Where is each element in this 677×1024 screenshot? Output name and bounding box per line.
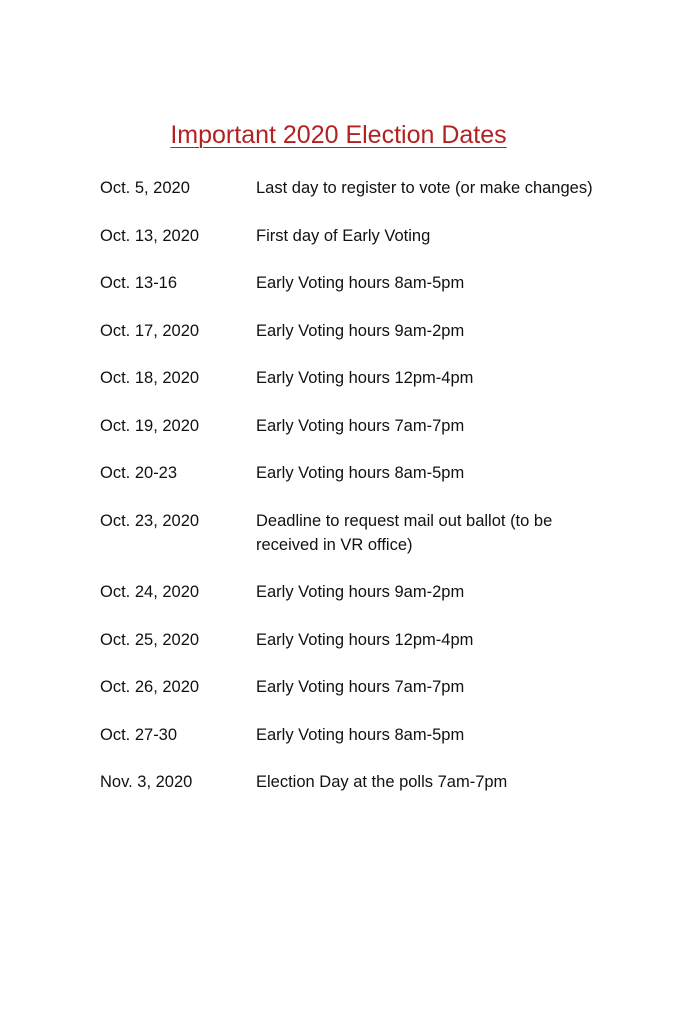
row-description: Last day to register to vote (or make changes) [256,179,593,197]
row-date: Oct. 24, 2020 [100,583,200,601]
row-date: Oct. 19, 2020 [100,416,200,435]
row-date: Oct. 13-16 [100,274,178,292]
date-row [100,509,640,557]
date-row [100,319,640,343]
date-row [100,580,640,604]
row-description: Early Voting hours 9am-2pm [256,583,465,601]
document-title: Important 2020 Election Dates [170,121,507,149]
row-description: Early Voting hours 7am-7pm [256,416,465,435]
row-description: Election Day at the polls 7am-7pm [256,773,508,791]
row-date: Oct. 23, 2020 [100,511,200,530]
row-description: Early Voting hours 12pm-4pm [256,369,474,387]
date-row [100,461,640,485]
row-date: Oct. 17, 2020 [100,321,200,340]
row-description: First day of Early Voting [256,226,431,245]
date-row [100,414,640,438]
election-dates-list [100,176,640,818]
date-row [100,723,640,747]
row-date: Oct. 26, 2020 [100,678,200,696]
date-row [100,675,640,699]
date-row [100,366,640,390]
date-row [100,176,640,200]
date-row [100,271,640,295]
date-row [100,628,640,652]
row-description: Early Voting hours 8am-5pm [256,725,465,744]
row-description: Early Voting hours 9am-2pm [256,321,465,340]
date-row [100,770,640,794]
row-description: Early Voting hours 8am-5pm [256,274,465,292]
row-date: Oct. 5, 2020 [100,179,190,197]
row-description: Early Voting hours 7am-7pm [256,678,465,696]
row-description: Deadline to request mail out ballot (to be received in VR office) [256,511,553,554]
row-description: Early Voting hours 8am-5pm [256,464,465,482]
row-date: Oct. 25, 2020 [100,630,200,649]
row-date: Oct. 18, 2020 [100,369,200,387]
row-date: Nov. 3, 2020 [100,773,193,791]
row-date: Oct. 13, 2020 [100,226,200,245]
row-date: Oct. 20-23 [100,464,178,482]
row-date: Oct. 27-30 [100,725,178,744]
row-description: Early Voting hours 12pm-4pm [256,630,474,649]
date-row [100,224,640,248]
